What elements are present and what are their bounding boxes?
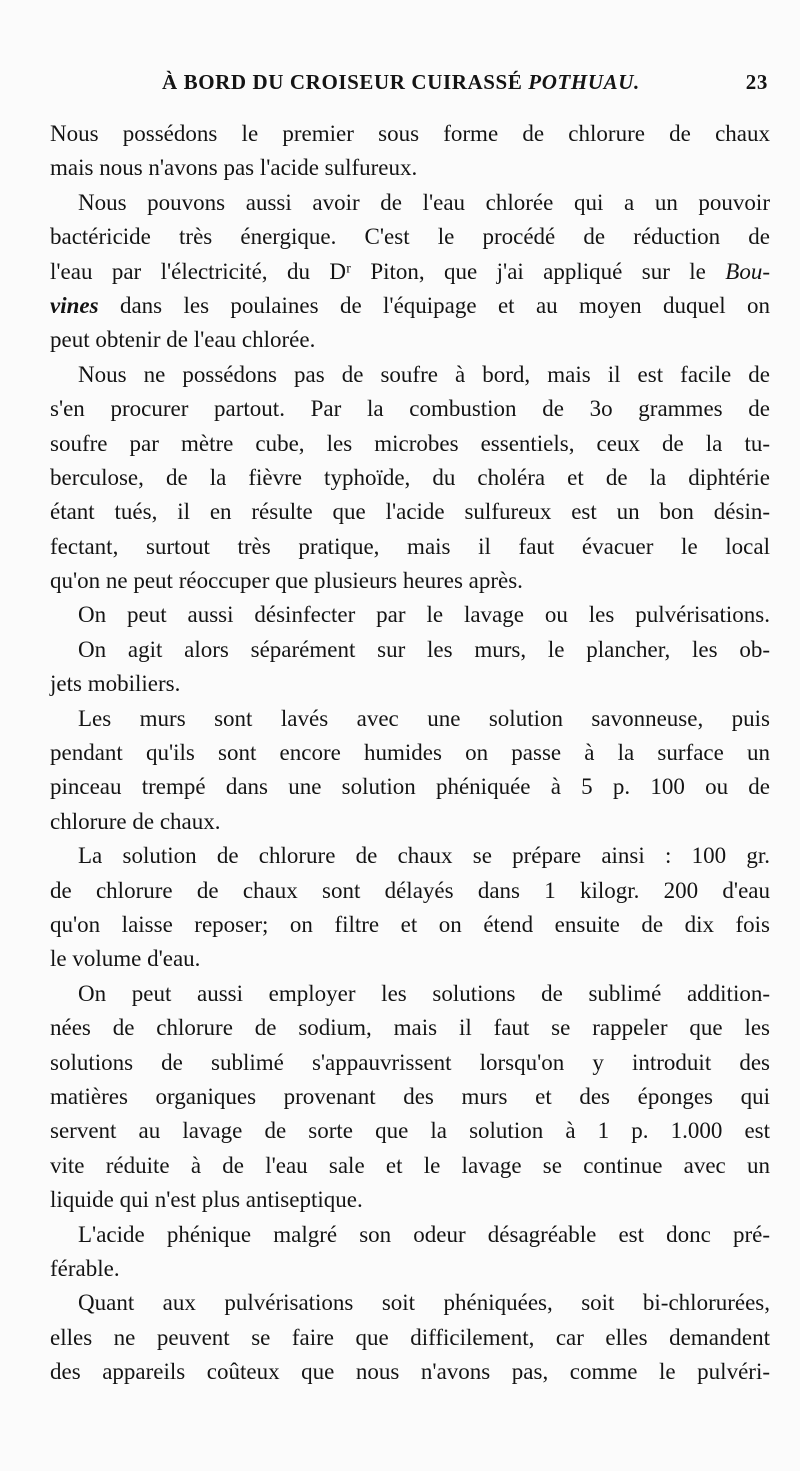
- ship-name-italic: vines: [50, 292, 99, 318]
- text-line: nées de chlorure de sodium, mais il faut se rappeler que les: [50, 1015, 770, 1041]
- running-title-text: À BORD DU CROISEUR CUIRASSÉ: [162, 70, 529, 94]
- running-title-ship-name: POTHUAU.: [528, 70, 640, 94]
- body-text: [50, 117, 770, 1389]
- text-line: liquide qui n'est plus antiseptique.: [50, 1187, 363, 1213]
- running-title: [162, 70, 640, 95]
- text-line: matières organiques provenant des murs et des éponges qui: [50, 1083, 770, 1109]
- text-line: qu'on ne peut réoccuper que plusieurs heures après.: [50, 568, 523, 594]
- text-line: qu'on laisse reposer; on filtre et on étend ensuite de dix fois: [50, 911, 770, 937]
- text-line: soufre par mètre cube, les microbes essentiels, ceux de la tu-: [50, 430, 770, 456]
- text-line: pendant qu'ils sont encore humides on passe à la surface un: [50, 740, 770, 766]
- text-line: elles ne peuvent se faire que difficilement, car elles demandent: [50, 1324, 770, 1350]
- text-line: Nous possédons le premier sous forme de chlorure de chaux: [50, 121, 770, 146]
- text-line: On peut aussi employer les solutions de sublimé addition-: [78, 980, 770, 1006]
- text-line-part: l'eau par l'électricité, du Dʳ Piton, que j'ai appliqué sur le: [50, 258, 706, 284]
- text-line: La solution de chlorure de chaux se prépare ainsi : 100 gr.: [78, 843, 770, 869]
- text-line: le volume d'eau.: [50, 946, 201, 972]
- text-line: On agit alors séparément sur les murs, le plancher, les ob-: [78, 636, 770, 662]
- text-line: solutions de sublimé s'appauvrissent lorsqu'on y introduit des: [50, 1049, 770, 1075]
- text-line: Quant aux pulvérisations soit phéniquées, soit bi-chlorurées,: [78, 1290, 770, 1316]
- text-line: Les murs sont lavés avec une solution savonneuse, puis: [78, 705, 770, 731]
- text-line: étant tués, il en résulte que l'acide sulfureux est un bon désin-: [50, 499, 770, 525]
- text-line: peut obtenir de l'eau chlorée.: [50, 327, 316, 353]
- text-line: mais nous n'avons pas l'acide sulfureux.: [50, 155, 418, 181]
- page-number: 23: [745, 70, 768, 94]
- text-line: fectant, surtout très pratique, mais il faut évacuer le local: [50, 533, 770, 559]
- text-line: jets mobiliers.: [50, 671, 181, 697]
- text-line: chlorure de chaux.: [50, 808, 221, 834]
- text-line: férable.: [50, 1255, 120, 1281]
- text-line: bactéricide très énergique. C'est le procédé de réduction de: [50, 224, 770, 250]
- text-line: pinceau trempé dans une solution phéniquée à 5 p. 100 ou de: [50, 774, 770, 800]
- text-line: servent au lavage de sorte que la solution à 1 p. 1.000 est: [50, 1118, 770, 1144]
- text-line: s'en procurer partout. Par la combustion de 3o grammes de: [50, 396, 770, 422]
- text-line: On peut aussi désinfecter par le lavage ou les pulvérisations.: [78, 602, 770, 628]
- ship-name-italic: Bou-: [725, 258, 771, 284]
- text-line-part: dans les poulaines de l'équipage et au moyen duquel on: [98, 292, 770, 318]
- text-line: des appareils coûteux que nous n'avons pas, comme le pulvéri-: [50, 1359, 770, 1385]
- page-header: [50, 70, 768, 104]
- text-line: [50, 289, 770, 323]
- text-line: vite réduite à de l'eau sale et le lavage se continue avec un: [50, 1152, 770, 1178]
- text-line: [50, 255, 770, 289]
- text-line: L'acide phénique malgré son odeur désagréable est donc pré-: [78, 1221, 770, 1247]
- text-line: de chlorure de chaux sont délayés dans 1 kilogr. 200 d'eau: [50, 877, 770, 903]
- text-line: Nous pouvons aussi avoir de l'eau chlorée qui a un pouvoir: [78, 189, 770, 215]
- text-line: Nous ne possédons pas de soufre à bord, mais il est facile de: [78, 361, 770, 387]
- text-line: berculose, de la fièvre typhoïde, du choléra et de la diphtérie: [50, 464, 770, 490]
